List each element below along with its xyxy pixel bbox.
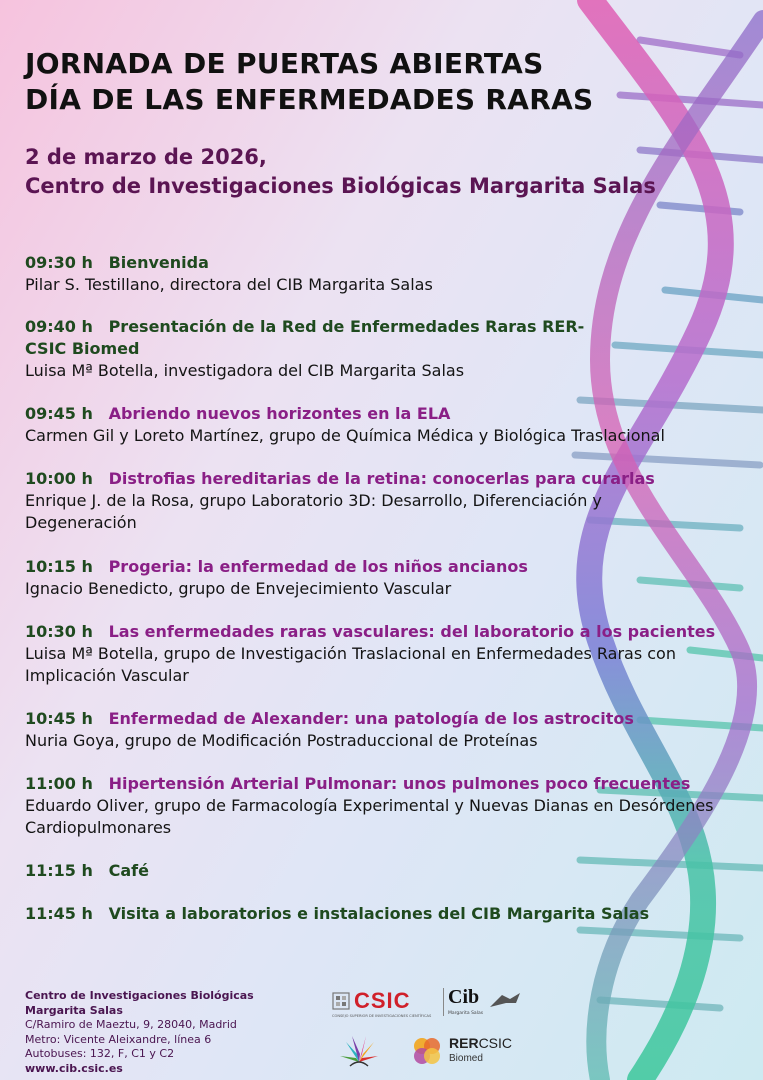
rer-csic-subtitle: Biomed xyxy=(449,1053,483,1064)
agenda-item xyxy=(25,403,745,447)
agenda-time: 09:40 h xyxy=(25,317,93,336)
event-venue: Centro de Investigaciones Biológicas Margarita Salas xyxy=(25,174,656,198)
agenda-time: 10:30 h xyxy=(25,622,93,641)
agenda-speaker: Luisa Mª Botella, grupo de Investigación Traslacional en Enfermedades Raras con Implicación Vascular xyxy=(25,644,676,685)
agenda-time: 09:45 h xyxy=(25,404,93,423)
agenda-title: Distrofias hereditarias de la retina: conocerlas para curarlas xyxy=(108,469,655,488)
agenda-item xyxy=(25,860,745,882)
partner-logos xyxy=(330,984,530,1074)
cib-logo xyxy=(448,986,524,1020)
agenda-speaker: Ignacio Benedicto, grupo de Envejecimiento Vascular xyxy=(25,579,452,598)
agenda-time: 10:45 h xyxy=(25,709,93,728)
venue-metro: Metro: Vicente Aleixandre, línea 6 xyxy=(25,1032,212,1046)
agenda-title: Visita a laboratorios e instalaciones del CIB Margarita Salas xyxy=(108,904,650,923)
agenda-item xyxy=(25,773,745,839)
agenda-item xyxy=(25,708,745,752)
venue-website-link[interactable]: www.cib.csic.es xyxy=(25,1061,123,1075)
agenda-time: 11:45 h xyxy=(25,904,93,923)
venue-info xyxy=(25,989,325,1077)
event-title xyxy=(25,46,594,118)
rer-csic-wordmark xyxy=(449,1035,512,1051)
cib-runner-icon xyxy=(488,989,522,1011)
agenda-title: Progeria: la enfermedad de los niños ancianos xyxy=(108,557,528,576)
agenda-item xyxy=(25,468,745,534)
event-title-line1: JORNADA DE PUERTAS ABIERTAS xyxy=(25,47,544,80)
agenda-time: 10:00 h xyxy=(25,469,93,488)
rer-wordmark-bold: RER xyxy=(449,1035,479,1051)
agenda-item xyxy=(25,252,745,296)
agenda-title: Las enfermedades raras vasculares: del laboratorio a los pacientes xyxy=(108,622,716,641)
agenda-speaker: Eduardo Oliver, grupo de Farmacología Experimental y Nuevas Dianas en Desórdenes Cardiopulmonares xyxy=(25,796,714,837)
csic-wordmark: CSIC xyxy=(354,988,411,1013)
venue-org-line1: Centro de Investigaciones Biológicas xyxy=(25,989,254,1002)
agenda-item xyxy=(25,316,745,382)
agenda-time: 10:15 h xyxy=(25,557,93,576)
event-subtitle xyxy=(25,143,656,201)
agenda-time: 11:00 h xyxy=(25,774,93,793)
agenda-speaker: Carmen Gil y Loreto Martínez, grupo de Química Médica y Biológica Traslacional xyxy=(25,426,665,445)
venue-buses: Autobuses: 132, F, C1 y C2 xyxy=(25,1047,175,1061)
rer-wordmark-light: CSIC xyxy=(478,1035,513,1051)
agenda-title: Enfermedad de Alexander: una patología de los astrocitos xyxy=(108,709,634,728)
venue-org-line2: Margarita Salas xyxy=(25,1003,123,1017)
csic-emblem-icon xyxy=(332,992,350,1010)
rer-csic-emblem-icon xyxy=(410,1034,444,1068)
agenda-speaker: Nuria Goya, grupo de Modificación Postraduccional de Proteínas xyxy=(25,731,538,750)
cib-subtitle: Margarita Salas xyxy=(448,1011,484,1016)
agenda-title: Café xyxy=(108,861,149,880)
cib-wordmark: Cib xyxy=(448,986,480,1008)
csic-logo xyxy=(332,988,442,1018)
event-date: 2 de marzo de 2026, xyxy=(25,145,267,169)
event-title-line2: DÍA DE LAS ENFERMEDADES RARAS xyxy=(25,83,594,116)
rare-diseases-flower-icon xyxy=(338,1032,380,1070)
agenda-item xyxy=(25,621,745,687)
agenda-item xyxy=(25,903,745,925)
agenda-speaker: Pilar S. Testillano, directora del CIB Margarita Salas xyxy=(25,275,433,294)
logo-divider xyxy=(443,988,444,1016)
agenda-speaker: Enrique J. de la Rosa, grupo Laboratorio 3D: Desarrollo, Diferenciación y Degeneración xyxy=(25,491,602,532)
venue-address: C/Ramiro de Maeztu, 9, 28040, Madrid xyxy=(25,1018,237,1032)
agenda-time: 09:30 h xyxy=(25,253,93,272)
csic-subtitle: CONSEJO SUPERIOR DE INVESTIGACIONES CIENTÍFICAS xyxy=(332,1014,432,1018)
agenda-speaker: Luisa Mª Botella, investigadora del CIB Margarita Salas xyxy=(25,361,465,380)
agenda-title: Bienvenida xyxy=(108,253,209,272)
agenda-list xyxy=(25,252,745,925)
agenda-item xyxy=(25,556,745,600)
agenda-title: Hipertensión Arterial Pulmonar: unos pulmones poco frecuentes xyxy=(108,774,691,793)
agenda-time: 11:15 h xyxy=(25,861,93,880)
agenda-title: Presentación de la Red de Enfermedades Raras RER-CSIC Biomed xyxy=(25,317,585,358)
agenda-title: Abriendo nuevos horizontes en la ELA xyxy=(108,404,451,423)
